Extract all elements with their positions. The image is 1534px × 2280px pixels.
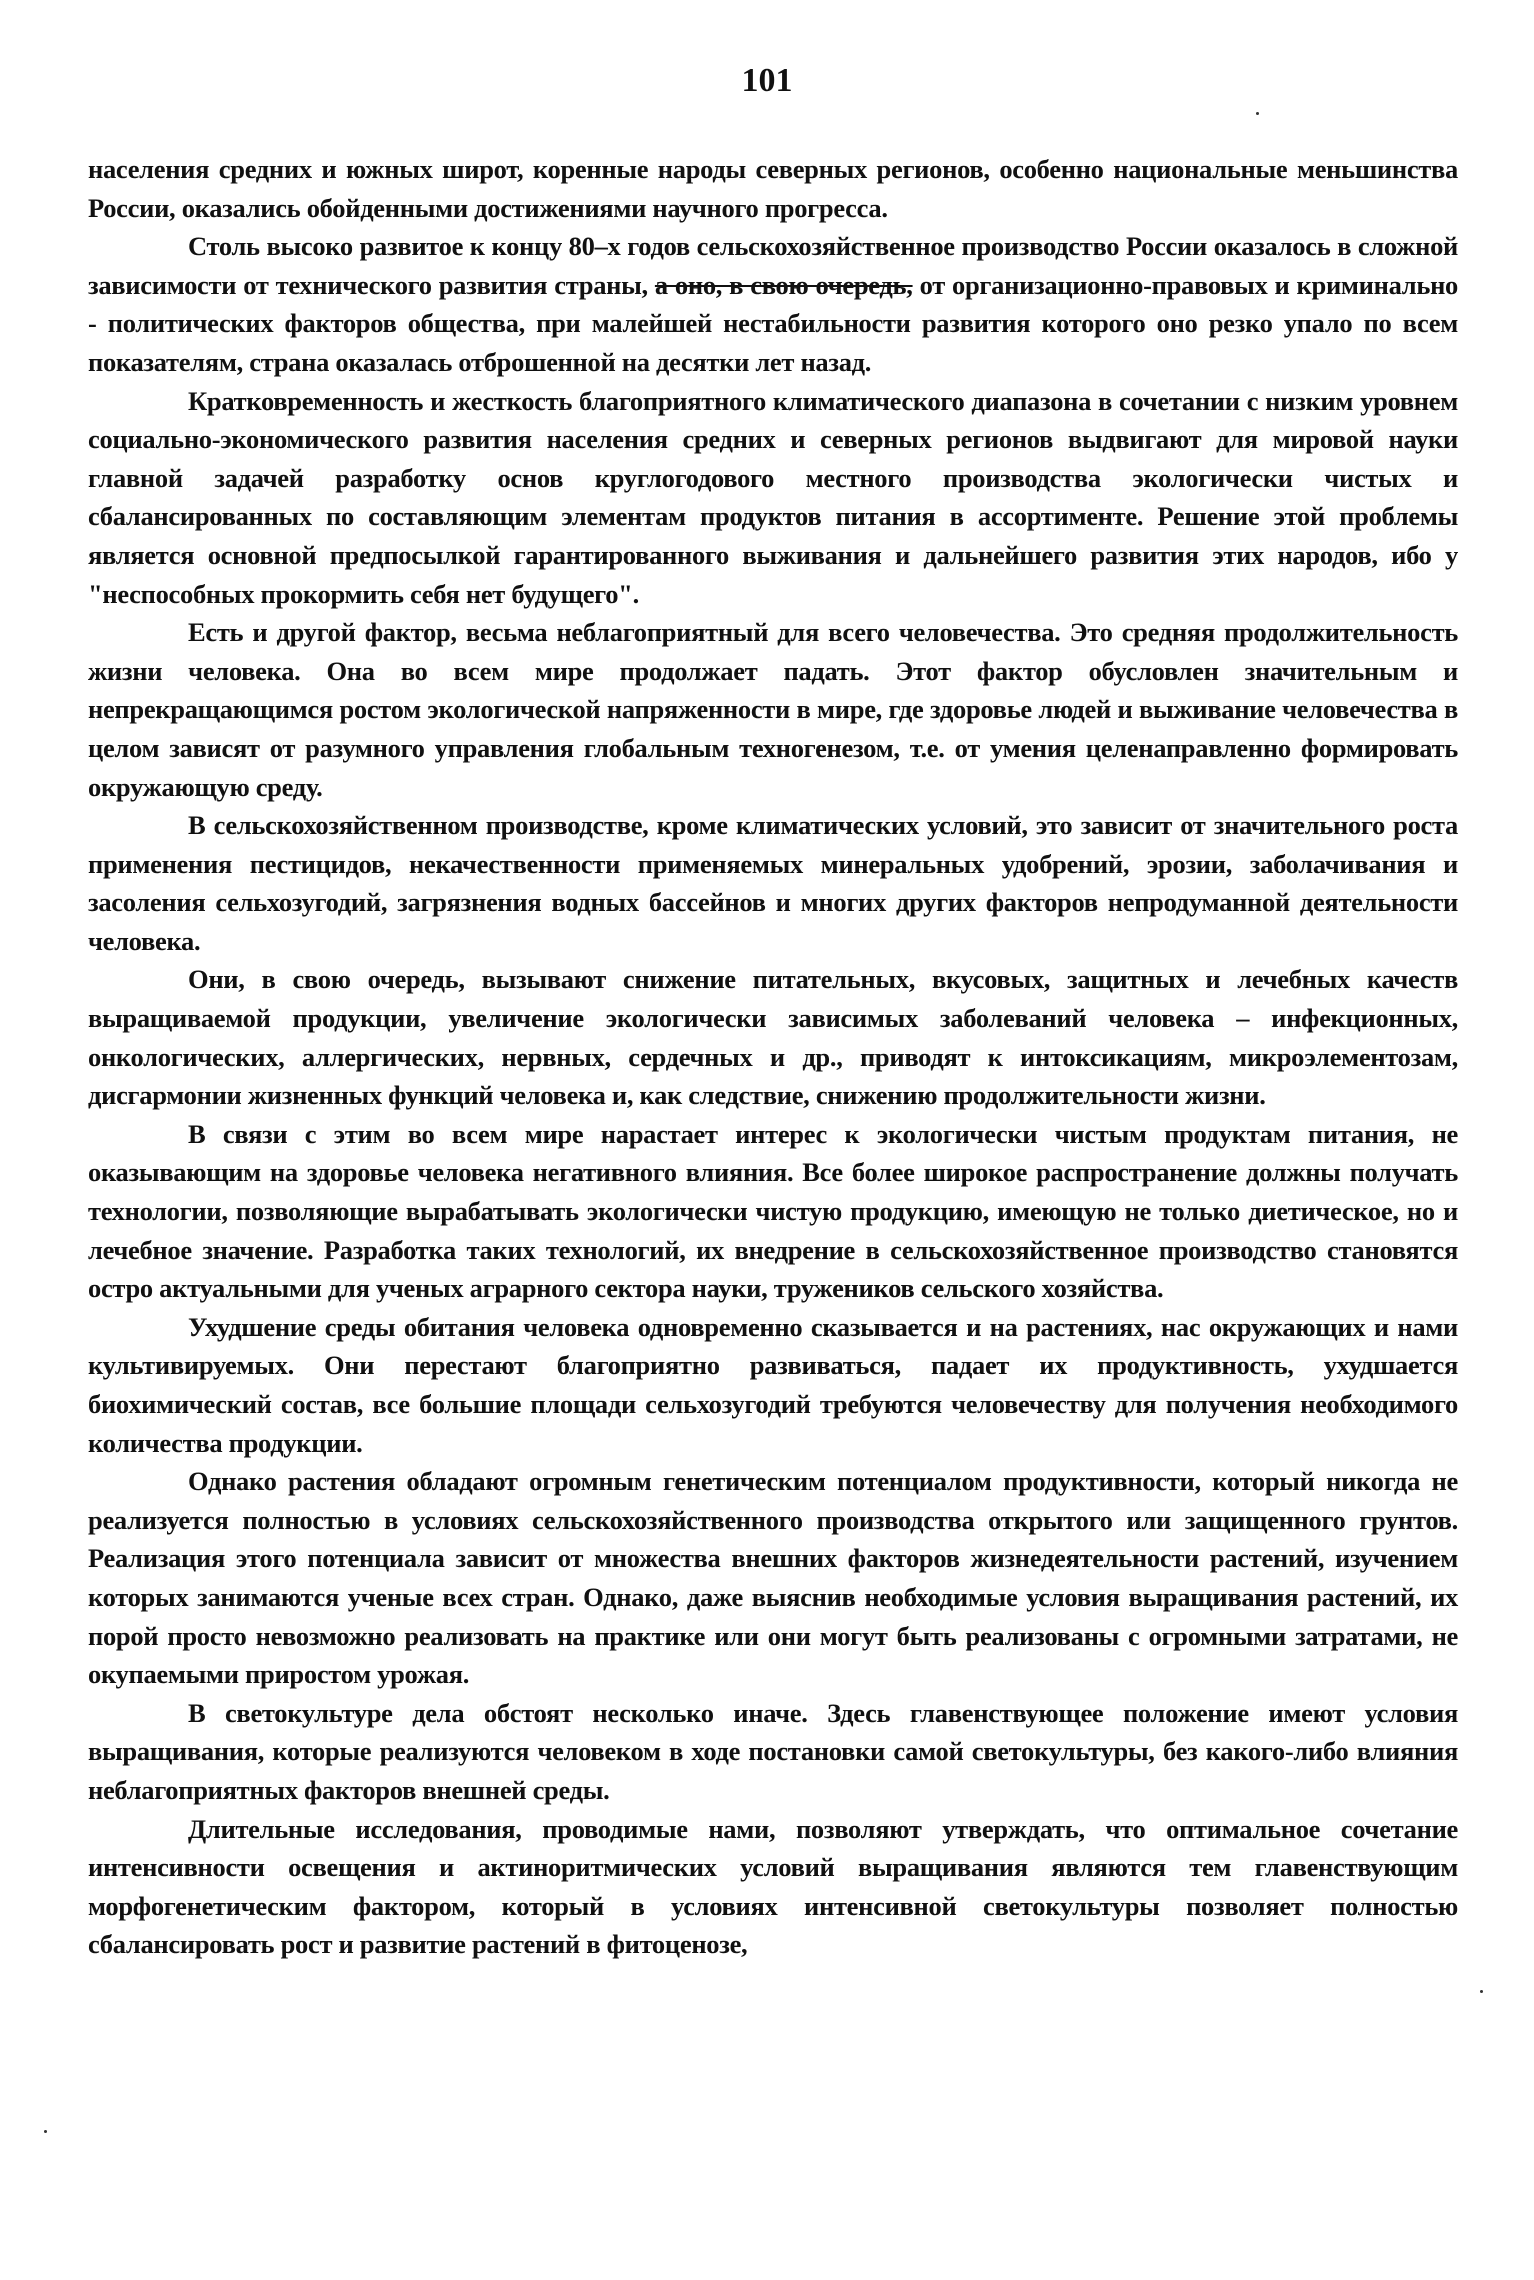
paragraph-4: Есть и другой фактор, весьма неблагоприятный для всего человечества. Это средняя продолжительность жизни человека. Она во всем мире продолжает падать. Этот фактор обусловлен значительным и непрекращающимся ростом экологической напряженности в мире, где здоровье людей и выживание человечества в целом зависят от разумного управления глобальным техногенезом, т.е. от умения целенаправленно формировать окружающую среду. — [88, 617, 1458, 802]
paragraph-7: В связи с этим во всем мире нарастает интерес к экологически чистым продуктам питания, не оказывающим на здоровье человека негативного влияния. Все более широкое распространение должны получать технологии, позволяющие вырабатывать экологически чистую продукцию, имеющую не только диетическое, но и лечебное значение. Разработка таких технологий, их внедрение в сельскохозяйственное производство становятся остро актуальными для ученых аграрного сектора науки, тружеников сельского хозяйства. — [88, 1118, 1458, 1304]
paragraph-3: Кратковременность и жесткость благоприятного климатического диапазона в сочетании с низким уровнем социально-экономического развития населения средних и северных регионов выдвигают для мировой науки главной задачей разработку основ круглогодового местного производства экологически чистых и сбалансированных по составляющим элементам продуктов питания в ассортименте. Решение этой проблемы является основной предпосылкой гарантированного выживания и дальнейшего развития этих народов, ибо у "неспособных прокормить себя нет будущего". — [88, 385, 1458, 609]
scan-speck — [1480, 1990, 1483, 1993]
paragraph-10: В светокультуре дела обстоят несколько иначе. Здесь главенствующее положение имеют условия выращивания, которые реализуются человеком в ходе постановки самой светокультуры, без какого-либо влияния неблагоприятных факторов внешней среды. — [88, 1697, 1458, 1805]
paragraph-8: Ухудшение среды обитания человека одновременно сказывается и на растениях, нас окружающих и нами культивируемых. Они перестают благоприятно развиваться, падает их продуктивность, ухудшается биохимический состав, все большие площади сельхозугодий требуются человечеству для получения необходимого количества продукции. — [88, 1311, 1458, 1458]
paragraph-6: Они, в свою очередь, вызывают снижение питательных, вкусовых, защитных и лечебных качеств выращиваемой продукции, увеличение экологически зависимых заболеваний человека – инфекционных, онкологических, аллергических, нервных, сердечных и др., приводят к интоксикациям, микроэлементозам, дисгармонии жизненных функций человека и, как следствие, снижению продолжительности жизни. — [88, 964, 1458, 1111]
page-number: 101 — [741, 62, 793, 99]
struck-out-text: а оно, в свою очередь, — [654, 269, 913, 300]
paragraph-5: В сельскохозяйственном производстве, кроме климатических условий, это зависит от значительного роста применения пестицидов, некачественности применяемых минеральных удобрений, эрозии, заболачивания и засоления сельхозугодий, загрязнения водных бассейнов и многих других факторов непродуманной деятельности человека. — [88, 810, 1458, 956]
paragraph-9: Однако растения обладают огромным генетическим потенциалом продуктивности, который никогда не реализуется полностью в условиях сельскохозяйственного производства открытого или защищенного грунтов. Реализация этого потенциала зависит от множества внешних факторов жизнедеятельности растений, изучением которых занимаются ученые всех стран. Однако, даже выяснив необходимые условия выращивания растений, их порой просто невозможно реализовать на практике или они могут быть реализованы с огромными затратами, не окупаемыми приростом урожая. — [88, 1466, 1458, 1690]
scan-speck — [1256, 112, 1259, 115]
scan-speck — [44, 2130, 47, 2133]
document-body — [88, 150, 1458, 1964]
paragraph-11: Длительные исследования, проводимые нами, позволяют утверждать, что оптимальное сочетание интенсивности освещения и актиноритмических условий выращивания являются тем главенствующим морфогенетическим фактором, который в условиях интенсивной светокультуры позволяет полностью сбалансировать рост и развитие растений в фитоценозе, — [88, 1813, 1458, 1960]
paragraph-2 — [88, 227, 1458, 381]
paragraph-1: населения средних и южных широт, коренные народы северных регионов, особенно национальные меньшинства России, оказались обойденными достижениями научного прогресса. — [88, 154, 1458, 223]
paragraph-2-text-after: от организационно-правовых и криминально - политических факторов общества, при малейшей нестабильности развития которого оно резко упало по всем показателям, страна оказалась отброшенной на десятки лет назад. — [88, 269, 1459, 377]
paragraph-2-text-before: Столь высоко развитое к концу 80–х годов сельскохозяйственное производство России оказалось в сложной зависимости от технического развития страны, — [88, 231, 1458, 300]
